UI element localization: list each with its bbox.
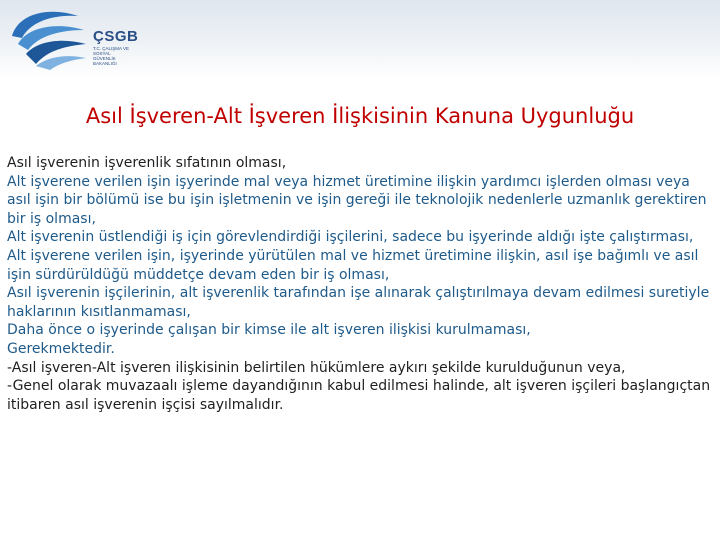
body-paragraph: Asıl işverenin işçilerinin, alt işverenlik tarafından işe alınarak çalıştırılmaya devam edilmesi suretiyle haklarının kısıtlanmaması, xyxy=(7,285,710,320)
logo-name: ÇSGB xyxy=(93,28,139,45)
logo-subtitle-line: SOSYAL GÜVENLİK xyxy=(93,51,116,61)
logo-subtitle-line: T.C. ÇALIŞMA VE xyxy=(93,46,130,51)
body-paragraph: Gerekmektedir. xyxy=(7,340,115,357)
body-paragraph: -Asıl işveren-Alt işveren ilişkisinin belirtilen hükümlere aykırı şekilde kurulduğunun veya, xyxy=(7,359,626,376)
slide-title: Asıl İşveren-Alt İşveren İlişkisinin Kanuna Uygunluğu xyxy=(85,104,635,128)
slide-body xyxy=(7,154,713,414)
ministry-logo xyxy=(8,6,148,70)
body-paragraph: Asıl işverenin işverenlik sıfatının olması, xyxy=(7,155,287,171)
body-paragraph: Daha önce o işyerinde çalışan bir kimse ile alt işveren ilişkisi kurulmaması, xyxy=(7,322,531,339)
body-paragraph: -Genel olarak muvazaalı işleme dayandığının kabul edilmesi halinde, alt işveren işçileri başlangıçtan itibaren asıl işverenin işçisi sayılmalıdır. xyxy=(7,378,711,413)
swirl-logo-icon xyxy=(8,6,88,70)
body-paragraph: Alt işverene verilen işin işyerinde mal veya hizmet üretimine ilişkin yardımcı işlerden olması veya asıl işin bir bölümü ise bu işin işletmenin ve işin gereği ile teknolojik nedenlerle uzmanlık gerektiren bir iş olması, xyxy=(7,173,707,227)
body-paragraph: Alt işverenin üstlendiği iş için görevlendirdiği işçilerini, sadece bu işyerinde aldığı işte çalıştırması, xyxy=(7,229,694,246)
logo-subtitle xyxy=(93,46,133,66)
body-paragraph: Alt işverene verilen işin, işyerinde yürütülen mal ve hizmet üretimine ilişkin, asıl işe bağımlı ve asıl işin sürdürüldüğü müddetçe devam eden bir iş olması, xyxy=(7,247,699,283)
logo-subtitle-line: BAKANLIĞI xyxy=(93,61,117,66)
